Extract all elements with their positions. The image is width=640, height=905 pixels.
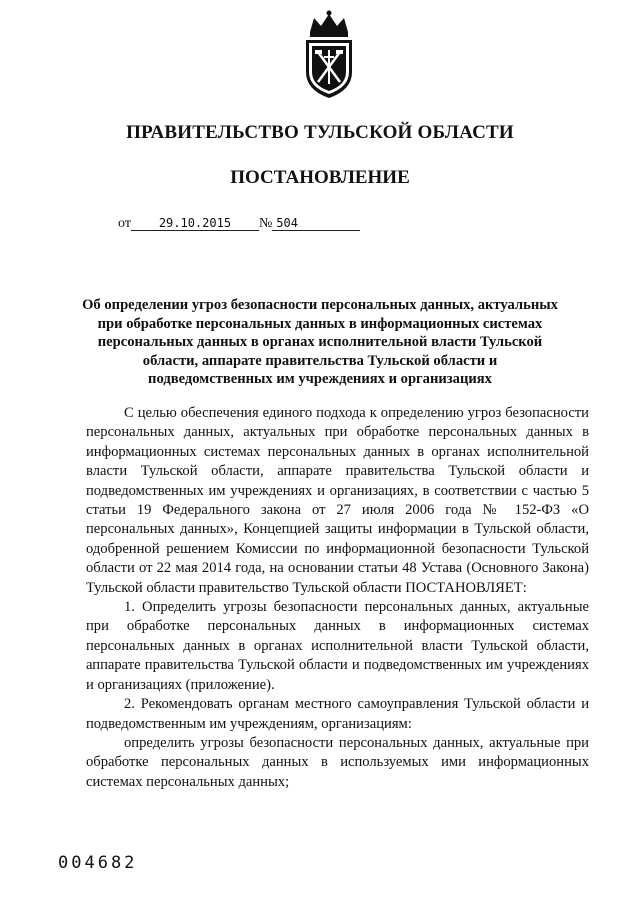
date-prefix: от bbox=[118, 216, 131, 231]
serial-number: 004682 bbox=[58, 853, 138, 873]
number-prefix: № bbox=[258, 216, 273, 231]
document-date: 29.10.2015 bbox=[131, 216, 259, 231]
document-number: 504 bbox=[272, 216, 360, 231]
government-title: ПРАВИТЕЛЬСТВО ТУЛЬСКОЙ ОБЛАСТИ bbox=[126, 122, 514, 143]
preamble-paragraph: С целью обеспечения единого подхода к определению угроз безопасности персональных данных, актуальных при обработке персональных данных в информационных системах персональных данных в органах исполнительной власти Тульской области, аппарате правительства Тульской области и подведомственных им учреждениях и организациях, в соответствии с частью 5 статьи 19 Федерального закона от 27 июля 2006 года № 152-ФЗ «О персональных данных», Концепцией защиты информации в Тульской области, одобренной решением Комиссии по информационной безопасности Тульской области от 22 мая 2014 года, на основании статьи 48 Устава (Основного Закона) Тульской области правительство Тульской области ПОСТАНОВЛЯЕТ: bbox=[86, 405, 589, 596]
item-2-paragraph: 2. Рекомендовать органам местного самоуправления Тульской области и подведомственным им учреждениям, организациям: bbox=[86, 696, 589, 732]
item-2-subparagraph: определить угрозы безопасности персональных данных, актуальные при обработке персональных данных в используемых ими информационных системах персональных данных; bbox=[86, 734, 589, 790]
registration-line bbox=[118, 216, 360, 232]
document-body bbox=[86, 404, 589, 792]
item-1-paragraph: 1. Определить угрозы безопасности персональных данных, актуальные при обработке персональных данных в информационных системах персональных данных в органах исполнительной власти Тульской области, аппарате правительства Тульской области и подведомственных им учреждениях и организациях (приложение). bbox=[86, 599, 589, 693]
document-subject: Об определении угроз безопасности персональных данных, актуальных при обработке персональных данных в информационных системах персональных данных в органах исполнительной власти Тульской области, аппарате правительства Тульской области и подведомственных им учреждениях и организациях bbox=[82, 297, 558, 387]
coat-of-arms-emblem bbox=[298, 10, 360, 100]
document-type: ПОСТАНОВЛЕНИЕ bbox=[230, 167, 410, 188]
